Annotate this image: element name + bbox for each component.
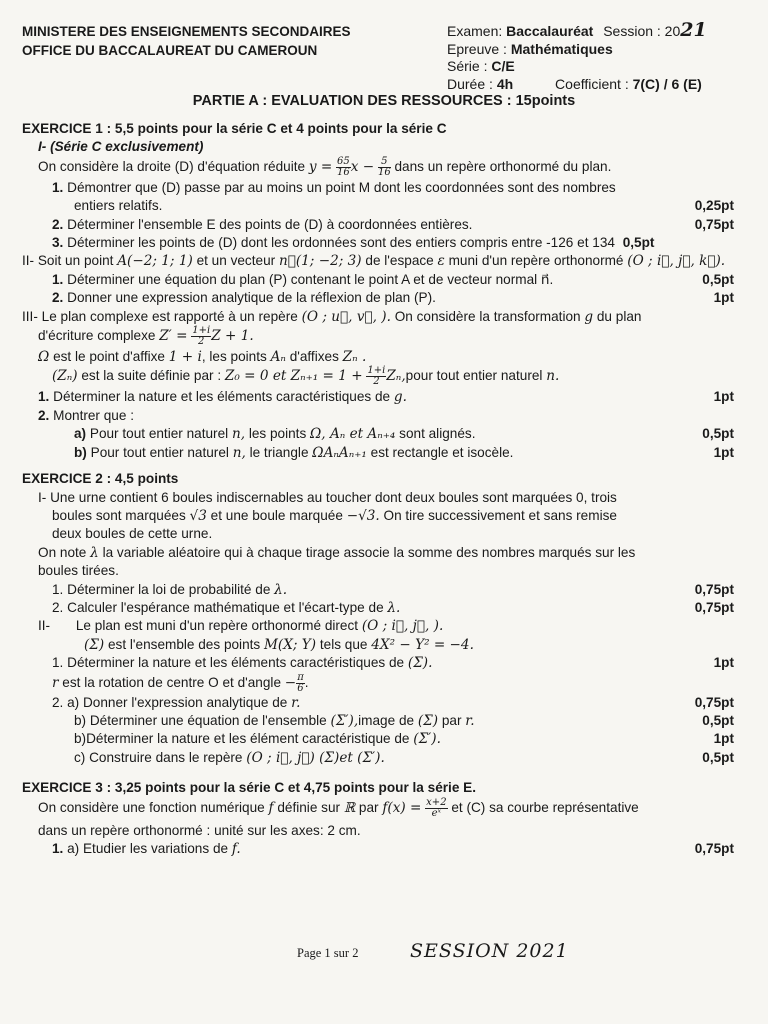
duree-line: Durée : 4h Coefficient : 7(C) / 6 (E) xyxy=(447,75,702,92)
header-right xyxy=(447,19,707,93)
ex1-s2-intro: II- Soit un point A(−2; 1; 1) et un vecteur n⃗(1; −2; 3) de l'espace ε muni d'un repère orthonormé (O ; i⃗, j⃗, k⃗). xyxy=(22,253,726,270)
fraction-5-16: $\frac{5}{16}$ xyxy=(377,155,391,178)
points: 1pt xyxy=(713,290,734,306)
session-stamp: SESSION 2021 xyxy=(410,940,569,962)
ex2-s1-line4: On note λ la variable aléatoire qui à chaque tirage associe la somme des nombres marqués sur les xyxy=(38,544,636,561)
ex1-q2: 2. Déterminer l'ensemble E des points de (D) à coordonnées entières. 0,75pt xyxy=(22,216,748,234)
ex1-s3-intro: III- Le plan complexe est rapporté à un repère (O ; u⃗, v⃗, ). On considère la transformation g du plan xyxy=(22,308,642,325)
points: 0,75pt xyxy=(694,216,734,232)
epreuve-value: Mathématiques xyxy=(510,40,613,57)
ex1-section-1-title: I- (Série C exclusivement) xyxy=(38,139,204,155)
session-label: Session : 20 xyxy=(603,23,681,39)
ex3-q1a: 1. a) Etudier les variations de f. 0,75pt xyxy=(52,841,734,857)
ex1-s3-q2a: a) Pour tout entier naturel n, les points Ω, Aₙ et Aₙ₊₄ sont alignés. 0,5pt xyxy=(74,426,734,443)
header-left xyxy=(22,22,351,60)
ex3-intro-cont: dans un repère orthonormé : unité sur les axes: 2 cm. xyxy=(38,822,361,838)
fraction-1i-2: $\frac{1+i}{2}$ xyxy=(192,325,211,348)
epreuve-line: Epreuve : Mathématiques xyxy=(447,40,613,57)
ex2-s2-intro: II- Le plan est muni d'un repère orthonormé direct (O ; i⃗, j⃗, ). xyxy=(38,618,444,635)
points: 1pt xyxy=(713,731,734,747)
ex2-s2-q2b: b) Déterminer une équation de l'ensemble (Σ′),image de (Σ) par r. 0,5pt xyxy=(74,712,734,729)
ex1-s3-omega: Ω est le point d'affixe 1 + i, les points Aₙ d'affixes Zₙ . xyxy=(38,349,367,366)
ex2-s1-q1: 1. Déterminer la loi de probabilité de λ. 0,75pt xyxy=(52,581,734,598)
ex2-s2-sigma: (Σ) est l'ensemble des points M(X; Y) tels que 4X² − Y² = −4. xyxy=(84,636,474,653)
fraction-65-16: $\frac{65}{16}$ xyxy=(337,155,350,178)
ex1-q1: 1. Démontrer que (D) passe par au moins un point M dont les coordonnées sont des nombres xyxy=(52,179,616,195)
fraction-pi-6: $\frac{\pi}{6}$ xyxy=(297,671,304,694)
ex1-s3-equation: d'écriture complexe Z′ = $\frac{1+i}{2}$ Z + 1. xyxy=(38,325,254,348)
duree-value: 4h xyxy=(496,75,514,92)
ex1-s2-q1: 1. Déterminer une équation du plan (P) contenant le point A et de vecteur normal n⃗. 0,5pt xyxy=(22,271,748,289)
coefficient-value: 7(C) / 6 (E) xyxy=(632,75,702,92)
points: 0,25pt xyxy=(694,198,734,214)
ex2-s1-line5: boules tirées. xyxy=(38,563,119,579)
ex1-s3-q1: 1. Déterminer la nature et les éléments caractéristiques de g. 1pt xyxy=(38,389,734,406)
exercise-2-title: EXERCICE 2 : 4,5 points xyxy=(22,471,179,487)
ex1-s2-q2: 2. Donner une expression analytique de la réflexion de plan (P). 1pt xyxy=(22,289,748,307)
fraction-1i-2: $\frac{1+i}{2}$ xyxy=(367,365,386,388)
fraction-x2-ex: $\frac{x+2}{\text{eˣ}}$ xyxy=(426,796,447,819)
ex2-s2-q2c: b)Déterminer la nature et les élément caractéristique de (Σ′). 1pt xyxy=(74,731,734,748)
office-name: OFFICE DU BACCALAUREAT DU CAMEROUN xyxy=(22,43,318,58)
serie-line: Série : C/E xyxy=(447,58,515,74)
ex1-s3-q2b: b) Pour tout entier naturel n, le triangle ΩAₙAₙ₊₁ est rectangle et isocèle. 1pt xyxy=(74,444,734,461)
ex2-s2-q2d: c) Construire dans le repère (O ; i⃗, j⃗) (Σ)et (Σ′). 0,5pt xyxy=(74,749,734,766)
points: 0,5pt xyxy=(702,426,734,442)
ministry-name: MINISTERE DES ENSEIGNEMENTS SECONDAIRES xyxy=(22,24,351,39)
session-handwritten: 21 xyxy=(680,19,707,41)
ex2-s1-q2: 2. Calculer l'espérance mathématique et l'écart-type de λ. 0,75pt xyxy=(52,599,734,616)
points: 0,75pt xyxy=(694,694,734,710)
points: 0,5pt xyxy=(622,235,655,251)
points: 0,75pt xyxy=(694,599,734,615)
points: 0,5pt xyxy=(702,749,734,765)
ex2-s1-line3: deux boules de cette urne. xyxy=(52,526,213,542)
ex3-intro: On considère une fonction numérique f définie sur ℝ par f(x) = $\frac{x+2}{\text{eˣ}}$ et (C) sa courbe représentative xyxy=(38,796,639,819)
ex2-s2-rotation: r est la rotation de centre O et d'angle − $\frac{\pi}{6}$ . xyxy=(52,671,309,694)
serie-value: C/E xyxy=(491,58,515,74)
ex1-s3-q2: 2. Montrer que : xyxy=(38,407,134,423)
ex2-s2-q2a: 2. a) Donner l'expression analytique de r. 0,75pt xyxy=(52,694,734,711)
points: 1pt xyxy=(713,655,734,671)
ex2-s2-q1: 1. Déterminer la nature et les éléments caractéristiques de (Σ). 1pt xyxy=(52,655,734,672)
exam-line: Examen: Baccalauréat Session : 2021 xyxy=(447,19,707,41)
ex2-s1-line2: boules sont marquées √3 et une boule marquée −√3. On tire successivement et sans remise xyxy=(52,507,617,524)
part-title: PARTIE A : EVALUATION DES RESSOURCES : 15points xyxy=(192,93,576,109)
exercise-3-title: EXERCICE 3 : 3,25 points pour la série C et 4,75 points pour la série E. xyxy=(22,780,477,796)
ex1-q3: 3. Déterminer les points de (D) dont les ordonnées sont des entiers compris entre -126 et 134 0,5pt xyxy=(52,235,655,251)
page-number: Page 1 sur 2 xyxy=(297,946,359,960)
exam-value: Baccalauréat xyxy=(506,23,594,39)
ex1-q1-cont: entiers relatifs. 0,25pt xyxy=(22,197,748,215)
ex1-s3-sequence: (Zₙ) est la suite définie par : Z₀ = 0 et Zₙ₊₁ = 1 + $\frac{1+i}{2}$ Zₙ,pour tout entier naturel n. xyxy=(52,365,560,388)
ex1-s1-intro: On considère la droite (D) d'équation réduite y = $\frac{65}{16}$ x − $\frac{5}{16}$ dans un repère orthonormé du plan. xyxy=(38,155,612,178)
points: 1pt xyxy=(713,444,734,460)
coefficient-label: Coefficient : xyxy=(555,75,629,92)
points: 0,5pt xyxy=(702,712,734,728)
points: 0,75pt xyxy=(694,841,734,856)
points: 0,75pt xyxy=(694,581,734,597)
ex2-s1-line1: I- Une urne contient 6 boules indiscernables au toucher dont deux boules sont marquées 0, trois xyxy=(38,489,617,505)
exercise-1-title: EXERCICE 1 : 5,5 points pour la série C et 4 points pour la série C xyxy=(22,121,447,136)
exam-body xyxy=(22,120,748,858)
points: 0,5pt xyxy=(702,271,734,287)
points: 1pt xyxy=(713,389,734,405)
